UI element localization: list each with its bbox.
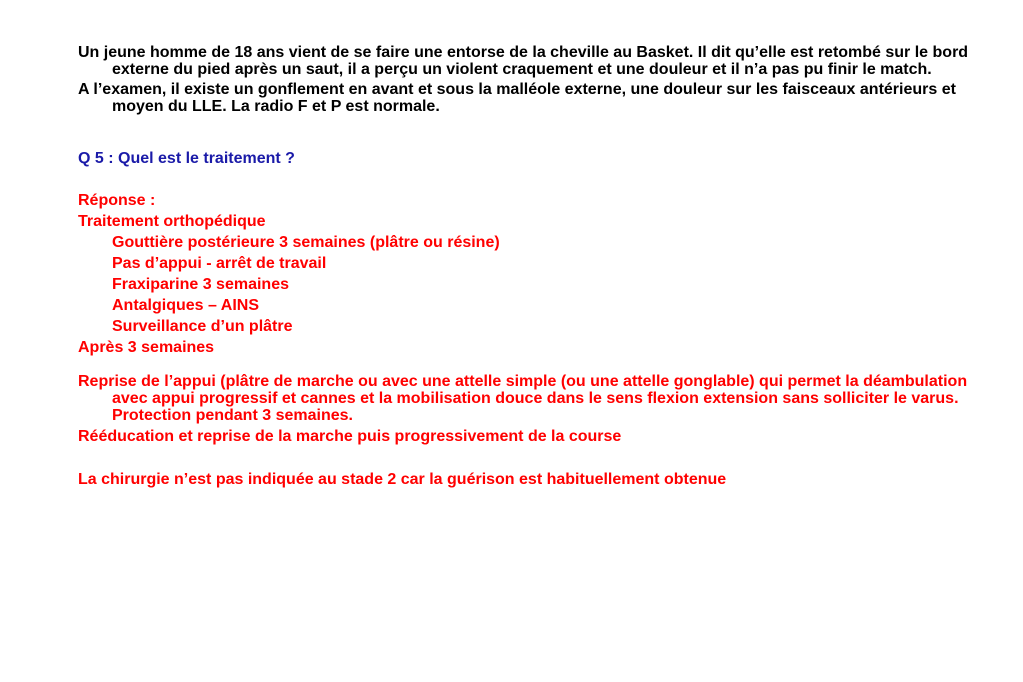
treatment-title: Traitement orthopédique — [78, 213, 266, 230]
treatment-item: Surveillance d’un plâtre — [112, 318, 293, 335]
treatment-item: Fraxiparine 3 semaines — [112, 276, 289, 293]
slide-content — [78, 44, 978, 488]
answer-heading: Réponse : — [78, 192, 156, 209]
reeducation-paragraph: Rééducation et reprise de la marche puis progressivement de la course — [78, 428, 622, 445]
question-text: Q 5 : Quel est le traitement ? — [78, 150, 295, 167]
treatment-item: Antalgiques – AINS — [112, 297, 259, 314]
after-title: Après 3 semaines — [78, 339, 215, 356]
treatment-item: Gouttière postérieure 3 semaines (plâtre ou résine) — [112, 234, 500, 251]
case-paragraph-1: Un jeune homme de 18 ans vient de se faire une entorse de la cheville au Basket. Il dit qu’elle est retombé sur le bord externe du pied après un saut, il a perçu un violent craquement et une douleur et il n’a pas pu finir le match. — [78, 44, 969, 78]
treatment-item: Pas d’appui - arrêt de travail — [112, 255, 327, 272]
resume-paragraph: Reprise de l’appui (plâtre de marche ou avec une attelle simple (ou une attelle gonglable) qui permet la déambulation avec appui progressif et cannes et la mobilisation douce dans le sens flexion extension sans solliciter le varus. Protection pendant 3 semaines. — [78, 373, 968, 424]
case-paragraph-2: A l’examen, il existe un gonflement en avant et sous la malléole externe, une douleur sur les faisceaux antérieurs et moyen du LLE. La radio F et P est normale. — [78, 81, 956, 115]
surgery-paragraph: La chirurgie n’est pas indiquée au stade 2 car la guérison est habituellement obtenue — [78, 471, 727, 488]
treatment-list — [78, 234, 978, 335]
